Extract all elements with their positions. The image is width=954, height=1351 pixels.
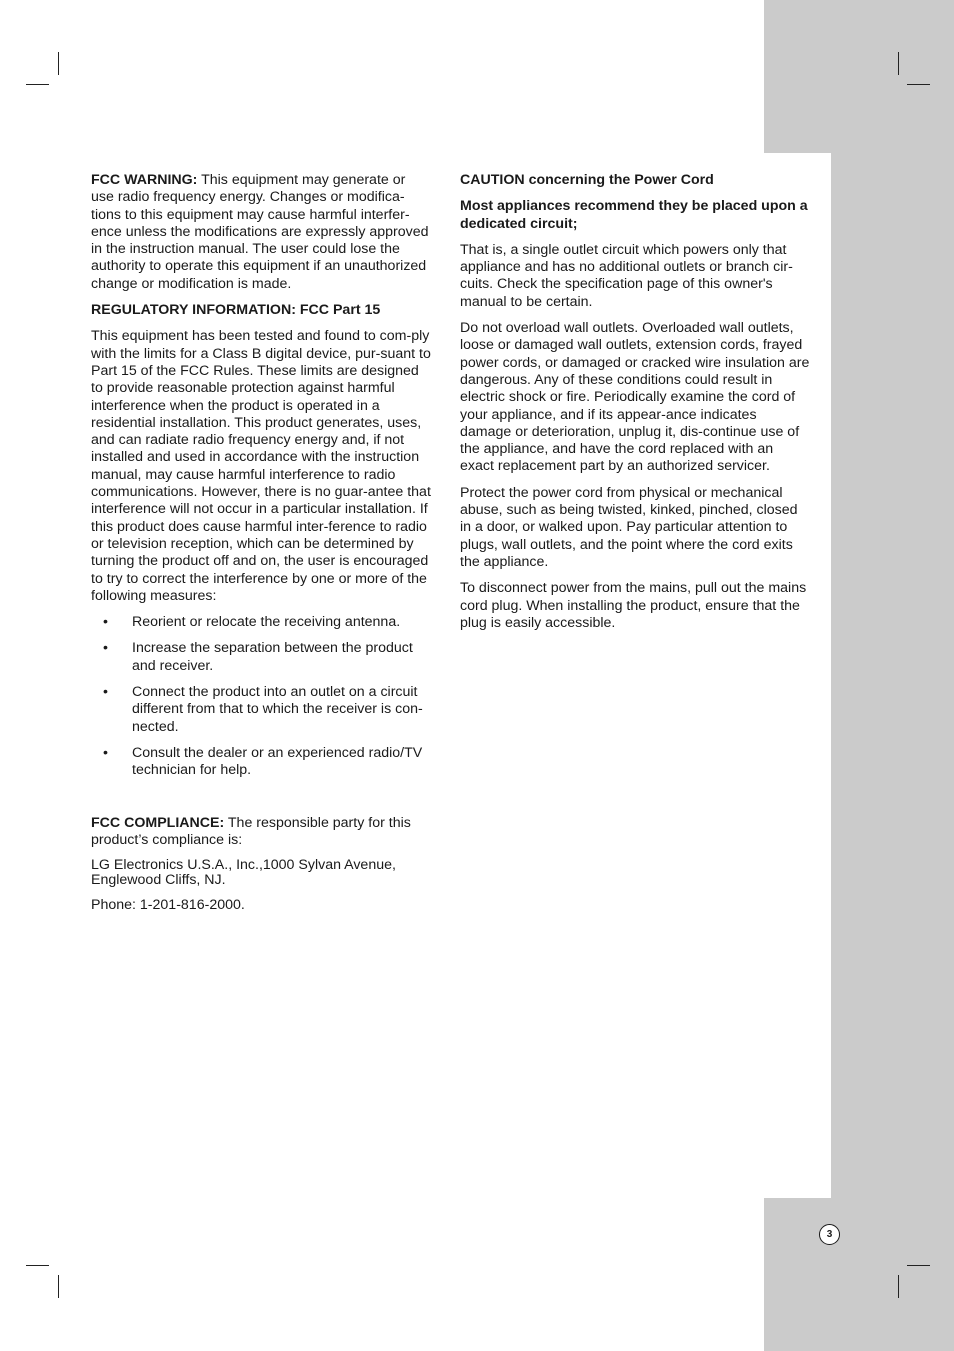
crop-mark-bottom-left-h: [26, 1265, 49, 1266]
regulatory-heading: REGULATORY INFORMATION: FCC Part 15: [91, 302, 381, 319]
regulatory-paragraph: This equipment has been tested and found to com-ply with the limits for a Class B digital device, pur-suant to Part 15 of the FCC Rules. These limits are designed to provide reasonable protection against harmful interference when the product is operated in a residential installation. This product generates, uses, and can radiate radio frequency energy and, if not installed and used in accordance with the instruction manual, may cause harmful interference to radio communications. However, there is no guar-antee that interference will not occur in a particular installation. If this product does cause harmful inter-ference to radio or television reception, which can be determined by turning the product off and on, the user is encouraged to try to correct the interference by one or more of the following measures:: [91, 328, 431, 604]
side-band: [831, 0, 954, 1351]
list-item: [91, 614, 431, 631]
fcc-compliance-text: The responsible party for this product’s compliance is:: [91, 814, 411, 848]
bullet-icon: •: [103, 744, 108, 761]
bullet-icon: •: [103, 614, 108, 631]
page-number: 3: [819, 1224, 840, 1245]
crop-mark-bottom-left-v: [58, 1275, 59, 1298]
fcc-warning-text: This equipment may generate or use radio frequency energy. Changes or modifica-tions to this equipment may cause harmful interfer-ence unless the modifications are expressly approved in the instruction manual. The user could lose the authority to operate this equipment if an unauthorized change or modification is made.: [91, 172, 429, 292]
list-item: [91, 684, 431, 736]
list-item: [91, 745, 431, 780]
fcc-compliance-label: FCC COMPLIANCE:: [91, 814, 225, 831]
right-column: [460, 172, 810, 641]
section-spacer: [91, 789, 431, 815]
measures-list: [91, 614, 431, 779]
list-item: [91, 640, 431, 675]
fcc-warning-label: FCC WARNING:: [91, 172, 198, 188]
crop-mark-top-right-h: [907, 84, 930, 85]
caution-heading: CAUTION concerning the Power Cord: [460, 172, 714, 188]
disconnect-paragraph: To disconnect power from the mains, pull out the mains cord plug. When installing the product, ensure that the plug is easily accessible.: [460, 580, 807, 631]
list-item-text: Reorient or relocate the receiving antenna.: [132, 614, 401, 631]
address: LG Electronics U.S.A., Inc.,1000 Sylvan Avenue, Englewood Cliffs, NJ.: [91, 857, 396, 889]
crop-mark-top-left-h: [26, 84, 49, 85]
fcc-warning-paragraph: [91, 172, 431, 293]
list-item-text: Increase the separation between the product and receiver.: [132, 640, 413, 674]
crop-mark-top-right-v: [898, 52, 899, 75]
left-column: [91, 172, 431, 923]
list-item-text: Connect the product into an outlet on a circuit different from that to which the receiver is con-nected.: [132, 684, 423, 735]
side-band-bottom: [764, 1198, 954, 1351]
protect-cord-paragraph: Protect the power cord from physical or mechanical abuse, such as being twisted, kinked, pinched, closed in a door, or walked upon. Pay particular attention to plugs, wall outlets, and the point where the cord exits the appliance.: [460, 484, 798, 570]
phone: Phone: 1-201-816-2000.: [91, 897, 245, 914]
dedicated-circuit-heading: Most appliances recommend they be placed upon a dedicated circuit;: [460, 198, 808, 232]
crop-mark-bottom-right-h: [907, 1265, 930, 1266]
crop-mark-top-left-v: [58, 52, 59, 75]
dedicated-circuit-paragraph: That is, a single outlet circuit which powers only that appliance and has no additional outlets or branch cir-cuits. Check the specification page of this owner's manual to be certain.: [460, 241, 793, 310]
bullet-icon: •: [103, 640, 108, 657]
fcc-compliance-paragraph: [91, 815, 431, 850]
list-item-text: Consult the dealer or an experienced radio/TV technician for help.: [132, 744, 423, 779]
crop-mark-bottom-right-v: [898, 1275, 899, 1298]
overload-paragraph: Do not overload wall outlets. Overloaded wall outlets, loose or damaged wall outlets, extension cords, frayed power cords, or damaged or cracked wire insulation are dangerous. Any of these conditions could result in electric shock or fire. Periodically examine the cord of your appliance, and if its appear-ance indicates damage or deterioration, unplug it, dis-continue use of the appliance, and have the cord replaced with an exact replacement part by an authorized servicer.: [460, 320, 810, 475]
bullet-icon: •: [103, 684, 108, 701]
